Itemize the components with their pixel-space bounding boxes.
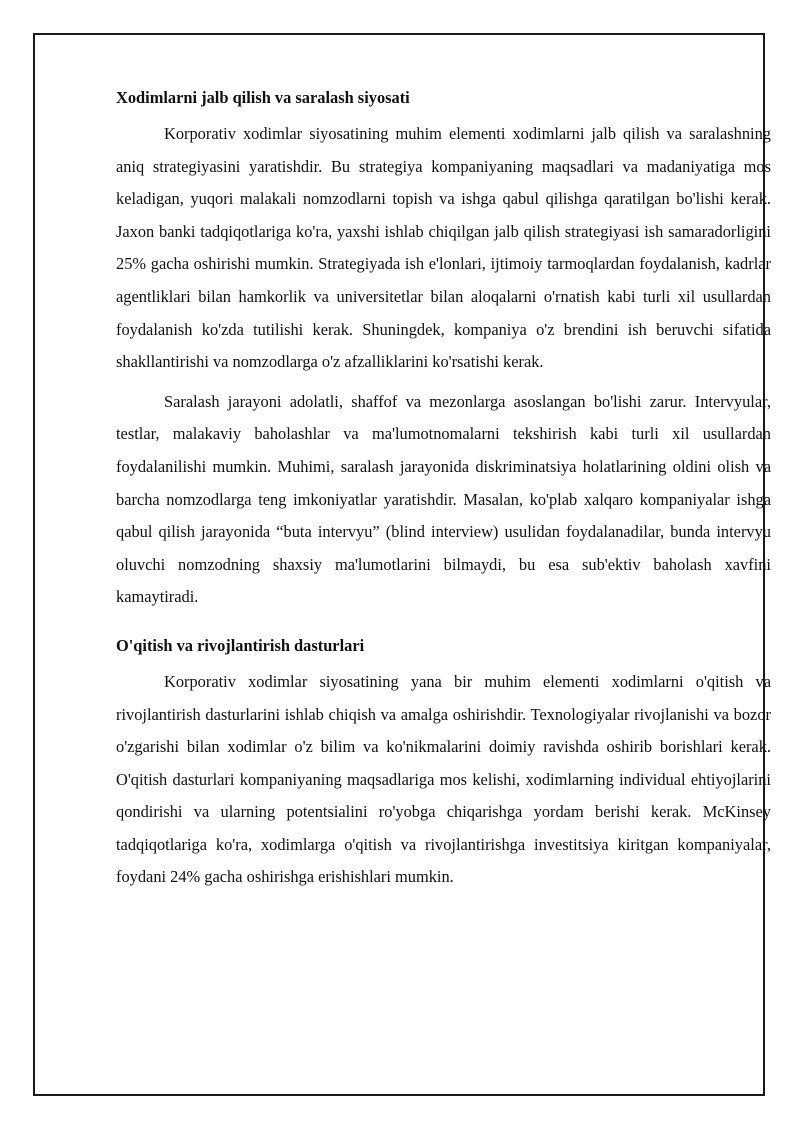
section-heading-training: O'qitish va rivojlantirish dasturlari [116, 635, 365, 655]
document-body [116, 86, 771, 894]
paragraph-recruitment-strategy: Korporativ xodimlar siyosatining muhim elementi xodimlarni jalb qilish va saralashning aniq strategiyasini yaratishdir. Bu strategiya kompaniyaning maqsadlari va madaniyatiga mos keladigan, yuqori malakali nomzodlarni topish va ishga qabul qilishga qaratilgan bo'lishi kerak. Jaxon banki tadqiqotlariga ko'ra, yaxshi ishlab chiqilgan jalb qilish strategiyasi ish samaradorligini 25% gacha oshirishi mumkin. Strategiyada ish e'lonlari, ijtimoiy tarmoqlardan foydalanish, kadrlar agentliklari bilan hamkorlik va universitetlar bilan aloqalarni o'rnatish kabi turli xil usullardan foydalanish ko'zda tutilishi kerak. Shuningdek, kompaniya o'z brendini ish beruvchi sifatida shakllantirishi va nomzodlarga o'z afzalliklarini ko'rsatishi kerak. [116, 124, 771, 372]
paragraph-selection-process: Saralash jarayoni adolatli, shaffof va mezonlarga asoslangan bo'lishi zarur. Intervyular, testlar, malakaviy baholashlar va ma'lumotnomalarni tekshirish kabi turli xil usullardan foydalanilishi mumkin. Muhimi, saralash jarayonida diskriminatsiya holatlarining oldini olish va barcha nomzodlarga teng imkoniyatlar yaratishdir. Masalan, ko'plab xalqaro kompaniyalar ishga qabul qilish jarayonida “buta intervyu” (blind interview) usulidan foydalanadilar, bunda intervyu oluvchi nomzodning shaxsiy ma'lumotlarini bilmaydi, bu esa sub'ektiv baholash xavfini kamaytiradi. [116, 391, 771, 607]
section-heading-recruitment: Xodimlarni jalb qilish va saralash siyosati [116, 88, 410, 107]
paragraph-training-programs: Korporativ xodimlar siyosatining yana bir muhim elementi xodimlarni o'qitish va rivojlantirish dasturlarini ishlab chiqish va amalga oshirishdir. Texnologiyalar rivojlanishi va bozor o'zgarishi bilan xodimlar o'z bilim va ko'nikmalarini doimiy ravishda oshirib borishlari kerak. O'qitish dasturlari kompaniyaning maqsadlariga mos kelishi, xodimlarning individual ehtiyojlarini qondirishi va ularning potentsialini ro'yobga chiqarishga yordam berishi kerak. McKinsey tadqiqotlariga ko'ra, xodimlarga o'qitish va rivojlantirishga investitsiya kiritgan kompaniyalar, foydani 24% gacha oshirishga erishishlari mumkin. [116, 671, 771, 887]
